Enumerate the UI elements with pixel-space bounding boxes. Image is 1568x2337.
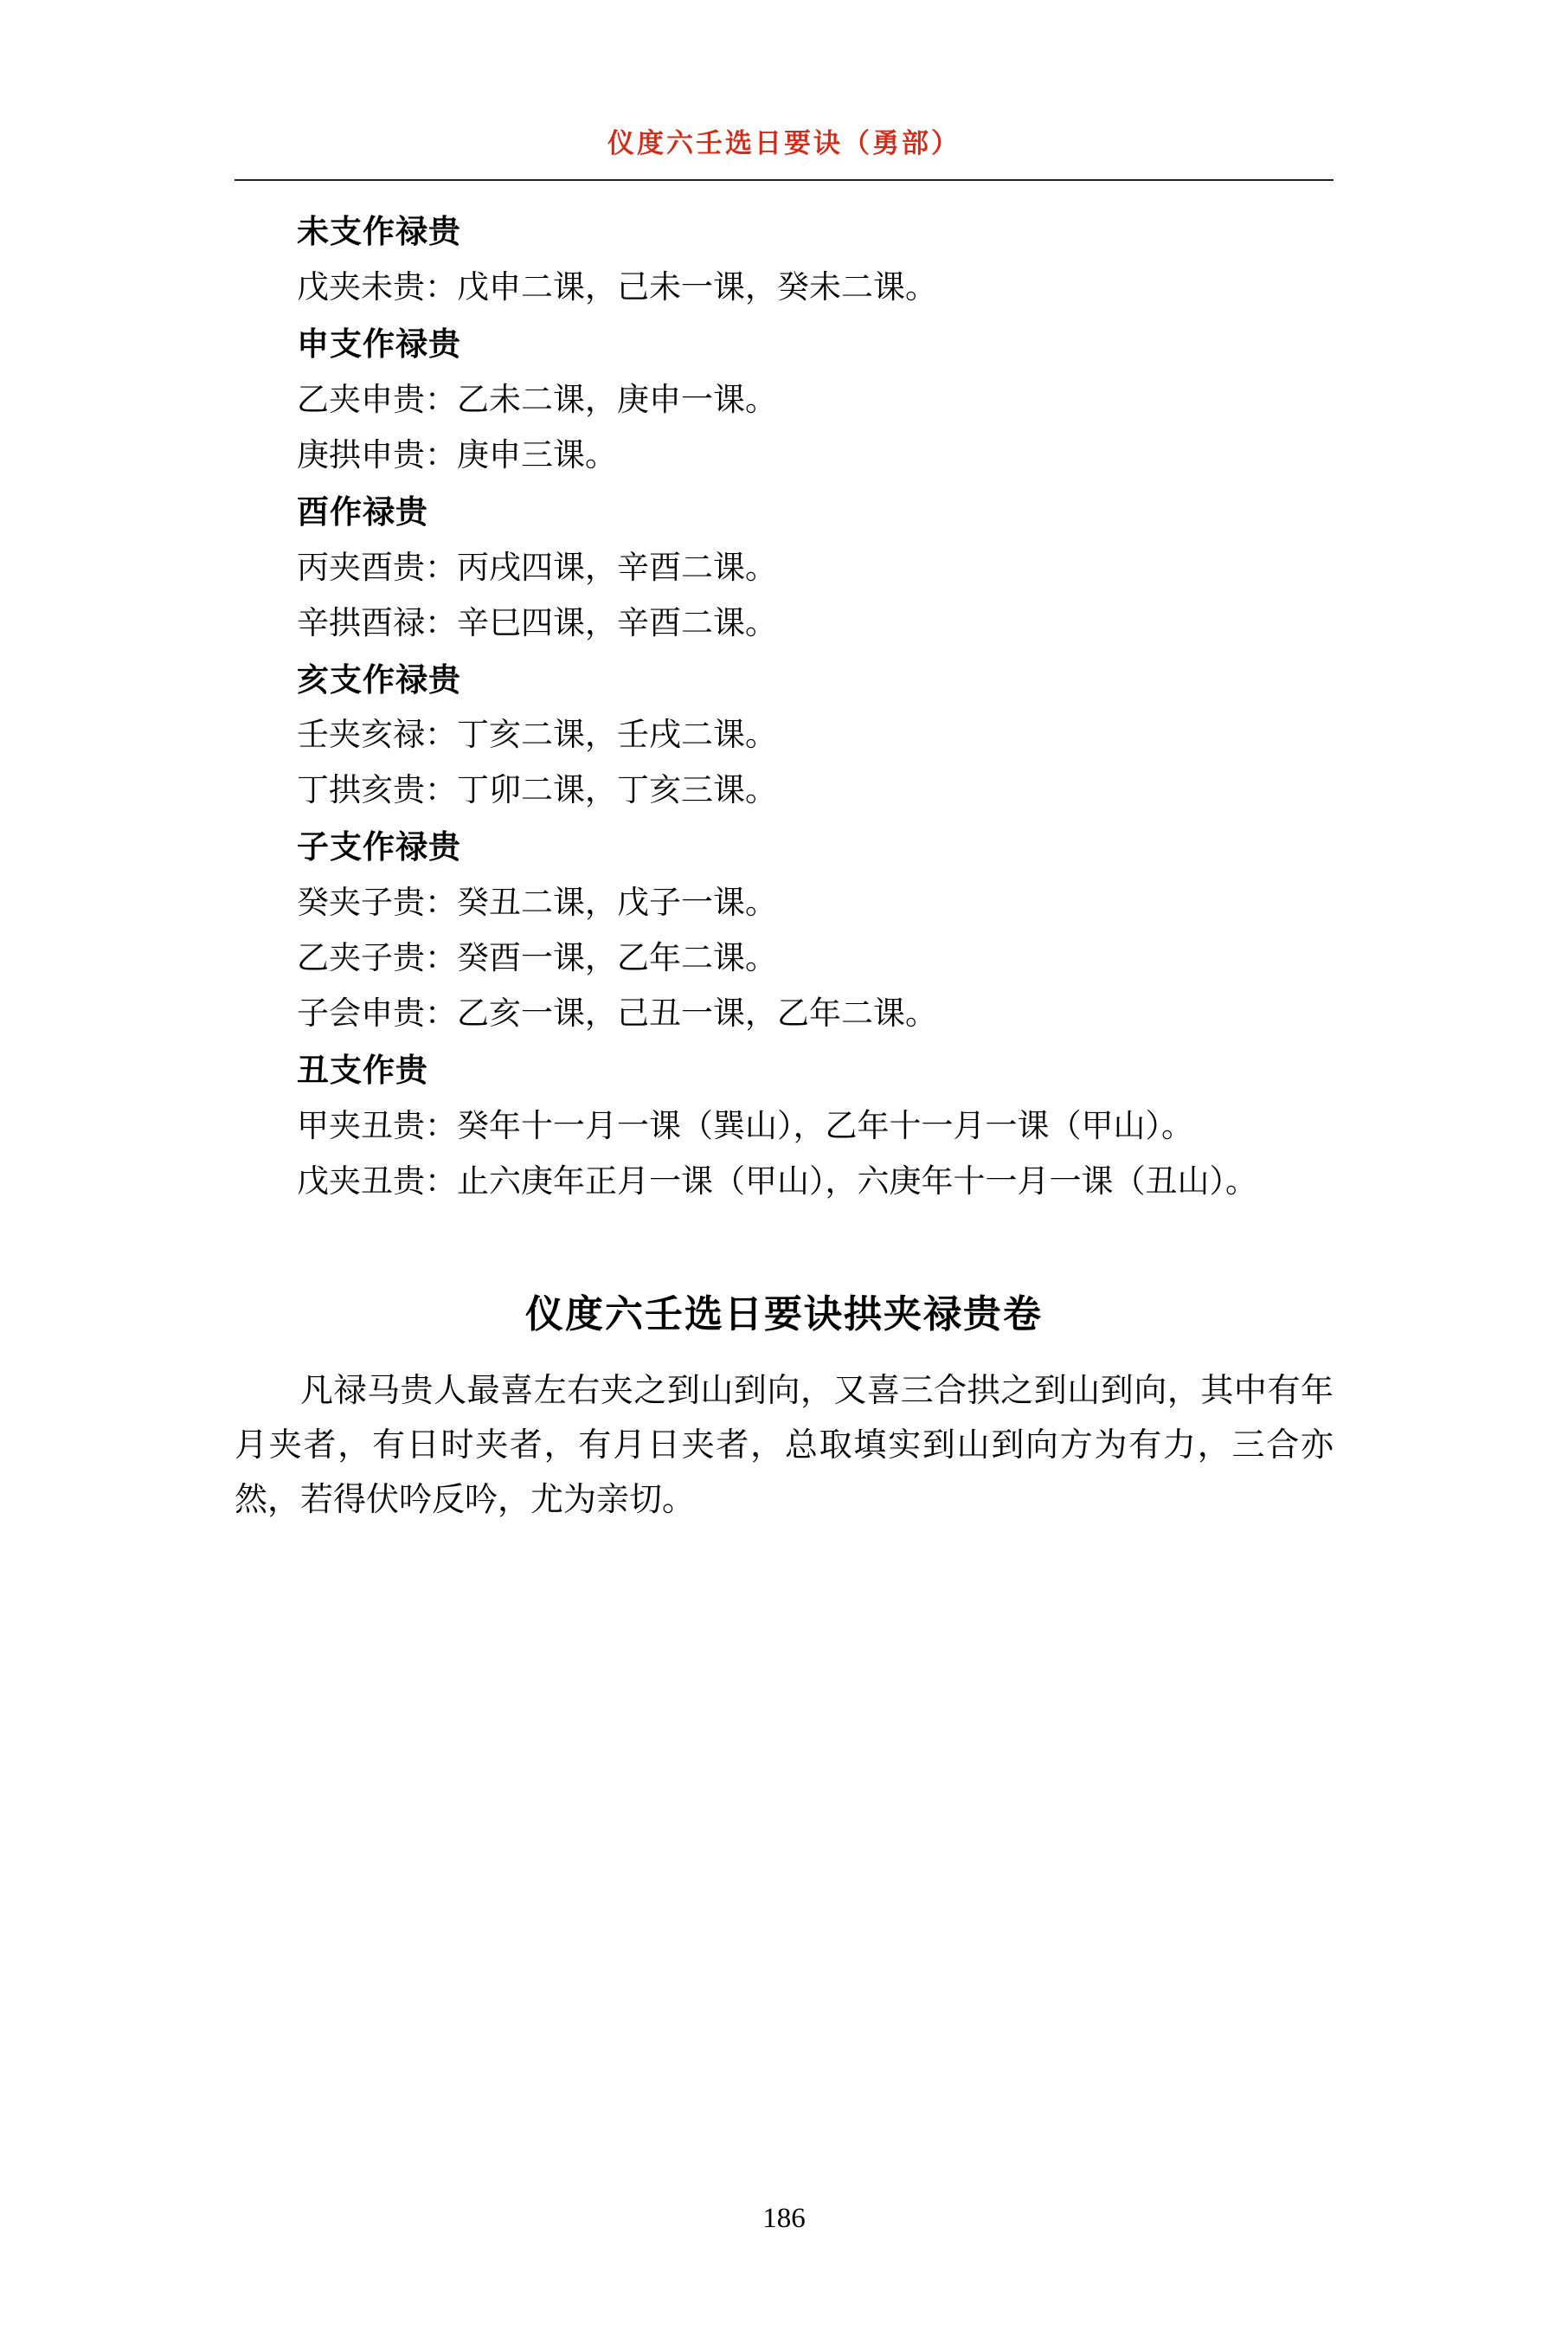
running-head: 仪度六壬选日要诀（勇部）	[607, 128, 961, 159]
section-title: 申支作禄贵	[297, 326, 461, 363]
section-title: 丑支作贵	[297, 1053, 428, 1090]
section-line: 癸夹子贵：癸丑二课，戊子一课。	[297, 885, 777, 922]
section-line: 丁拱亥贵：丁卯二课，丁亥三课。	[297, 773, 777, 809]
section-title: 未支作禄贵	[297, 215, 461, 250]
chapter-body: 凡禄马贵人最喜左右夹之到山到向，又喜三合拱之到山到向，其中有年月夹者，有日时夹者，有月日夹者，总取填实到山到向方为有力，三合亦然，若得伏吟反吟，尤为亲切。	[235, 1372, 1333, 1519]
section-line: 庚拱申贵：庚申三课。	[297, 437, 617, 473]
section-line: 戊夹未贵：戊申二课，己未一课，癸未二课。	[297, 269, 937, 306]
page-content	[235, 181, 1333, 1528]
page-number: 186	[762, 2203, 806, 2234]
section-line: 子会申贵：乙亥一课，己丑一课，乙年二课。	[297, 996, 937, 1033]
section-line: 甲夹丑贵：癸年十一月一课（巽山），乙年十一月一课（甲山）。	[297, 1109, 1193, 1144]
section-line: 戊夹丑贵：止六庚年正月一课（甲山），六庚年十一月一课（丑山）。	[297, 1163, 1257, 1200]
chapter-title: 仪度六壬选日要诀拱夹禄贵卷	[525, 1292, 1043, 1336]
section-line: 壬夹亥禄：丁亥二课，壬戌二课。	[297, 718, 777, 754]
section-title: 子支作禄贵	[297, 830, 461, 866]
section-line: 辛拱酉禄：辛巳四课，辛酉二课。	[297, 605, 777, 641]
section-line: 乙夹子贵：癸酉一课，乙年二课。	[297, 941, 777, 977]
section-title: 亥支作禄贵	[297, 662, 461, 699]
document-page	[0, 121, 1568, 2337]
section-line: 丙夹酉贵：丙戌四课，辛酉二课。	[297, 550, 777, 586]
section-line: 乙夹申贵：乙未二课，庚申一课。	[297, 382, 777, 418]
section-title: 酉作禄贵	[297, 494, 428, 531]
